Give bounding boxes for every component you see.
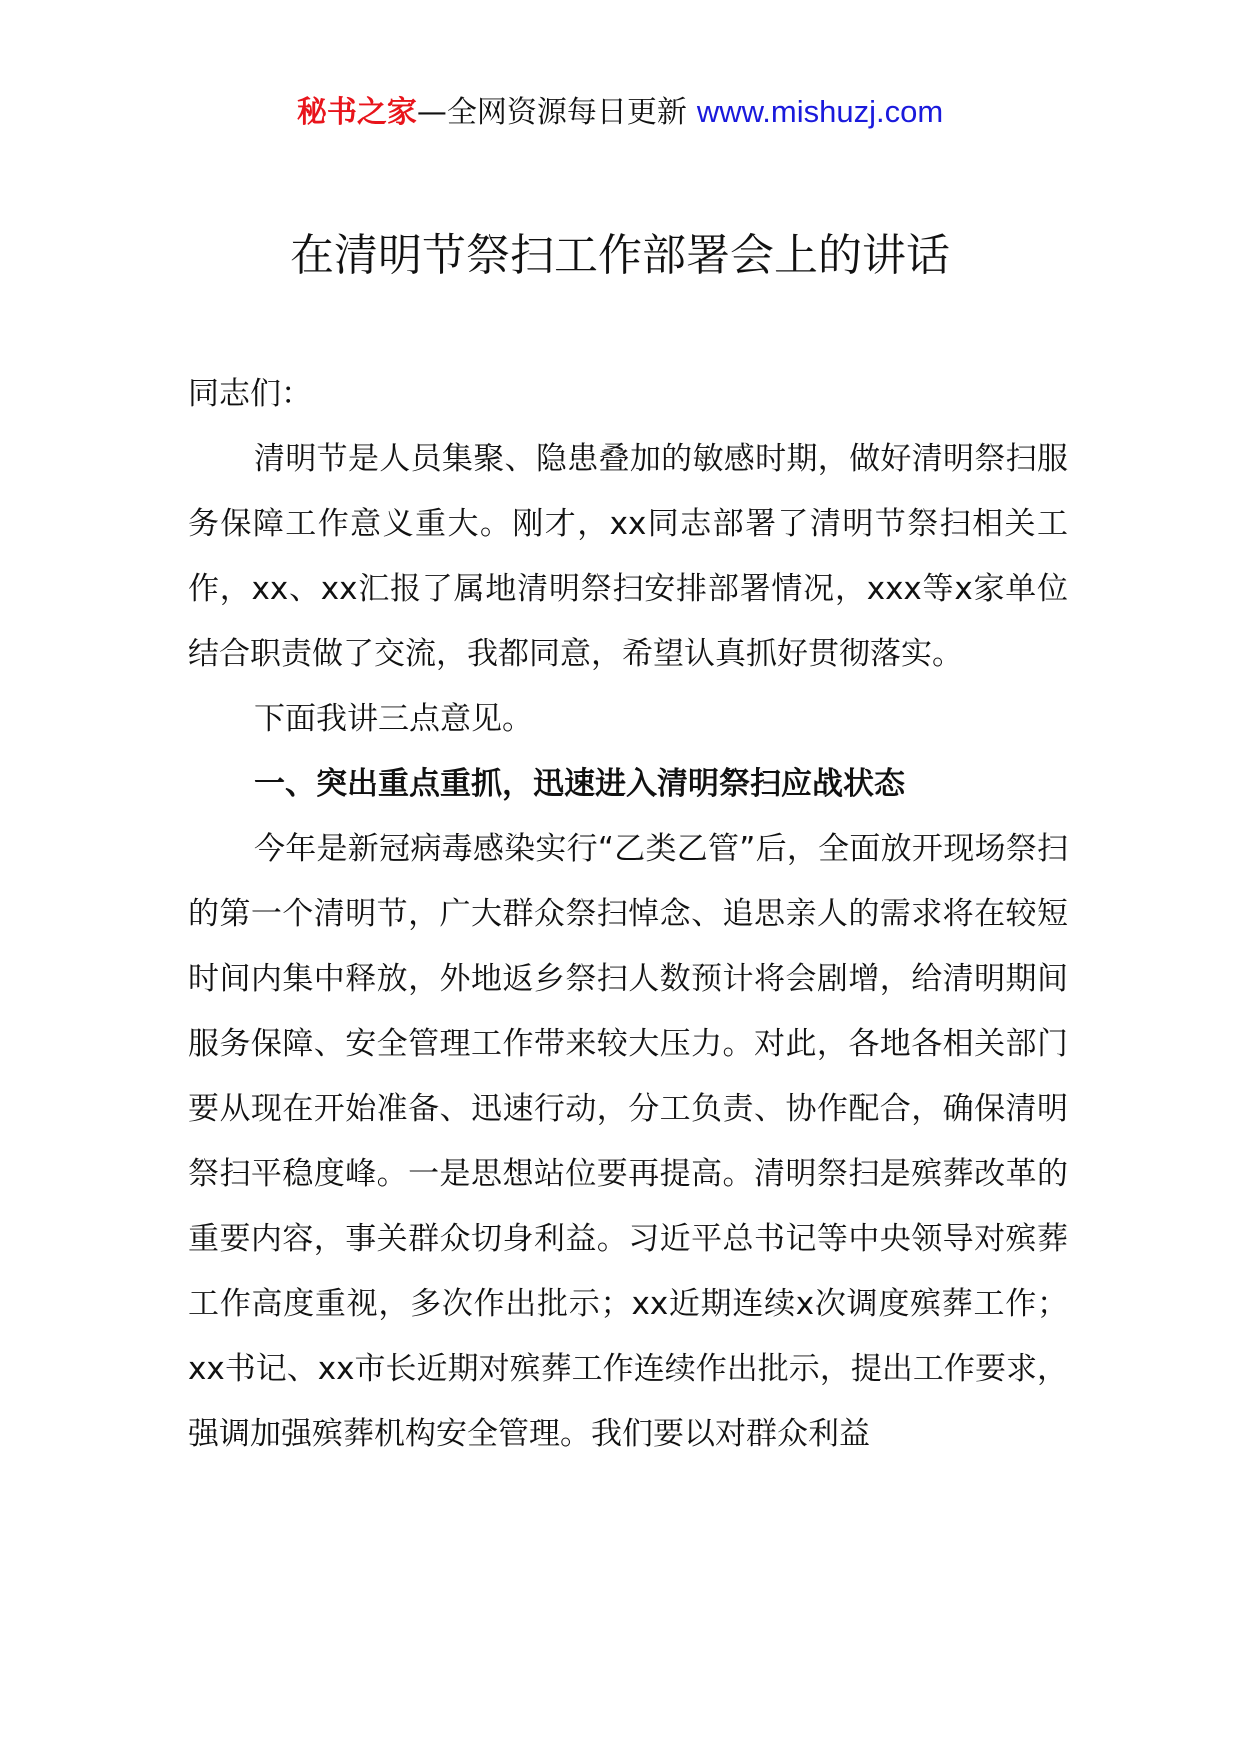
salutation: 同志们： [188, 376, 312, 412]
site-url-link[interactable]: www.mishuzj.com [696, 94, 944, 129]
paragraph-intro: 清明节是人员集聚、隐患叠加的敏感时期，做好清明祭扫服务保障工作意义重大。刚才，xx同志部署了清明节祭扫相关工作，xx、xx汇报了属地清明祭扫安排部署情况，xxx等x家单位结合职责做了交流，我都同意，希望认真抓好贯彻落实。 [188, 441, 1068, 672]
paragraph-section-1: 今年是新冠病毒感染实行“乙类乙管”后，全面放开现场祭扫的第一个清明节，广大群众祭扫悼念、追思亲人的需求将在较短时间内集中释放，外地返乡祭扫人数预计将会剧增，给清明期间服务保障、安全管理工作带来较大压力。对此，各地各相关部门要从现在开始准备、迅速行动，分工负责、协作配合，确保清明祭扫平稳度峰。一是思想站位要再提高。清明祭扫是殡葬改革的重要内容，事关群众切身利益。习近平总书记等中央领导对殡葬工作高度重视，多次作出批示；xx近期连续x次调度殡葬工作；xx书记、xx市长近期对殡葬工作连续作出批示，提出工作要求，强调加强殡葬机构安全管理。我们要以对群众利益 [188, 831, 1068, 1452]
brand-name: 秘书之家 [296, 95, 417, 130]
document-body [188, 362, 1068, 1467]
header-slogan: —全网资源每日更新 [416, 95, 687, 130]
site-header [0, 92, 1240, 133]
document-title: 在清明节祭扫工作部署会上的讲话 [290, 230, 950, 281]
section-heading-1: 一、突出重点重抓，迅速进入清明祭扫应战状态 [254, 766, 905, 802]
paragraph-transition: 下面我讲三点意见。 [254, 701, 533, 737]
